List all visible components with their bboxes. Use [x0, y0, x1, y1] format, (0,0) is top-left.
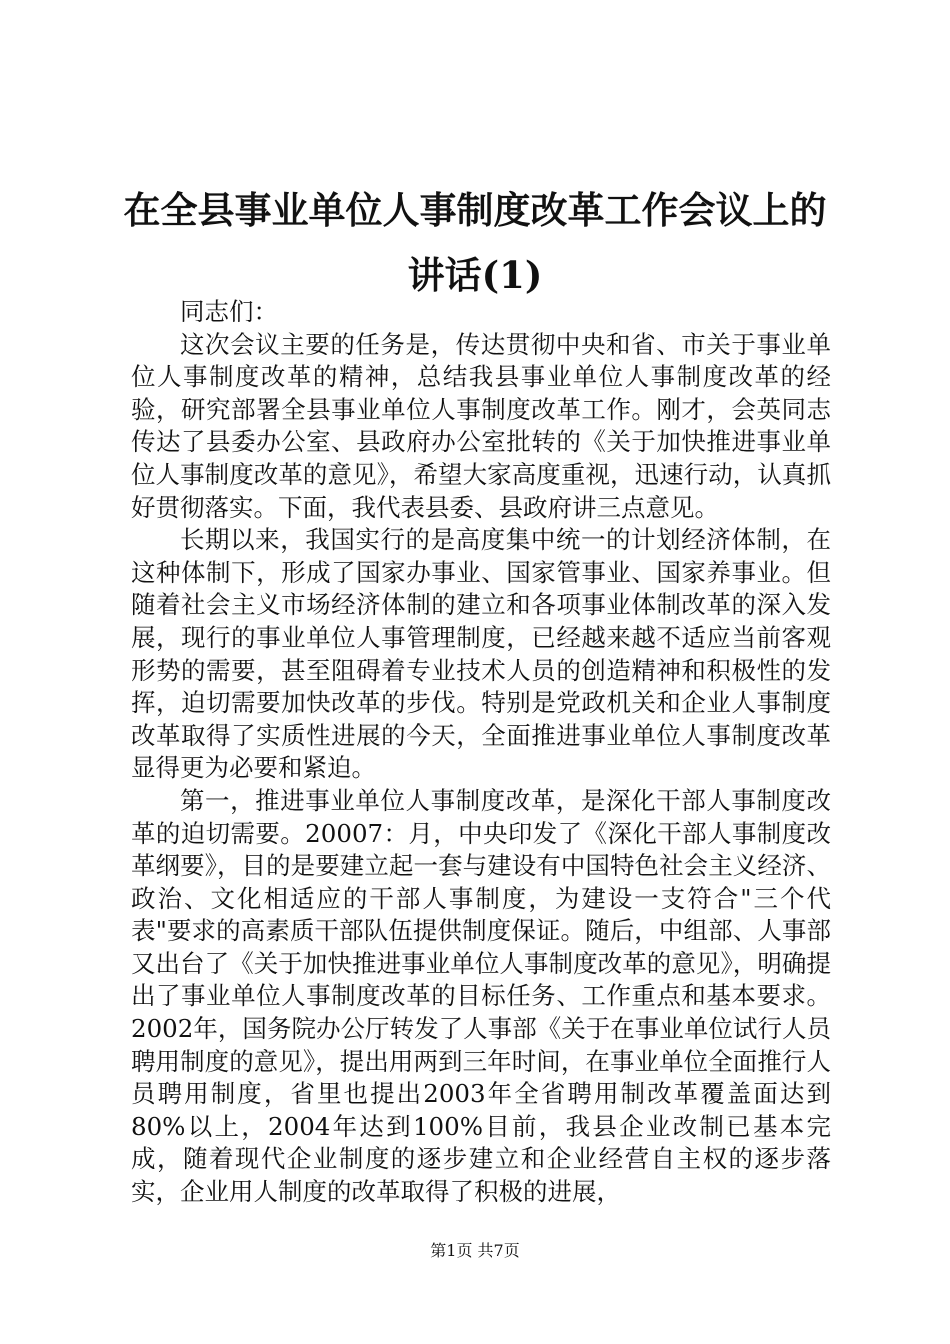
salutation: 同志们： — [180, 297, 278, 326]
paragraph-3: 第一，推进事业单位人事制度改革，是深化干部人事制度改革的迫切需要。20007：月，中央印发了《深化干部人事制度改革纲要》，目的是要建立起一套与建设有中国特色社会主义经济、政治、文化相适应的干部人事制度，为建设一支符合"三个代表"要求的高素质干部队伍提供制度保证。随后，中组部、人事部又出台了《关于加快推进事业单位人事制度改革的意见》，明确提出了事业单位人事制度改革的目标任务、工作重点和基本要求。2002年，国务院办公厅转发了人事部《关于在事业单位试行人员聘用制度的意见》，提出用两到三年时间，在事业单位全面推行人员聘用制度，省里也提出2003年全省聘用制改革覆盖面达到80%以上，2004年达到100%目前，我县企业改制已基本完成，随着现代企业制度的逐步建立和企业经营自主权的逐步落实，企业用人制度的改革取得了积极的进展， — [131, 785, 831, 1207]
document-body — [131, 296, 831, 1209]
page-indicator: 第1页 共7页 — [430, 1241, 520, 1260]
page-footer — [0, 1240, 950, 1262]
paragraph-1: 这次会议主要的任务是，传达贯彻中央和省、市关于事业单位人事制度改革的精神，总结我县事业单位人事制度改革的经验，研究部署全县事业单位人事制度改革工作。刚才，会英同志传达了县委办公室、县政府办公室批转的《关于加快推进事业单位人事制度改革的意见》，希望大家高度重视，迅速行动，认真抓好贯彻落实。下面，我代表县委、县政府讲三点意见。 — [131, 329, 831, 522]
paragraph-2: 长期以来，我国实行的是高度集中统一的计划经济体制，在这种体制下，形成了国家办事业、国家管事业、国家养事业。但随着社会主义市场经济体制的建立和各项事业体制改革的深入发展，现行的事业单位人事管理制度，已经越来越不适应当前客观形势的需要，甚至阻碍着专业技术人员的创造精神和积极性的发挥，迫切需要加快改革的步伐。特别是党政机关和企业人事制度改革取得了实质性进展的今天，全面推进事业单位人事制度改革显得更为必要和紧迫。 — [131, 525, 831, 783]
document-title: 在全县事业单位人事制度改革工作会议上的讲话(1) — [123, 188, 827, 297]
